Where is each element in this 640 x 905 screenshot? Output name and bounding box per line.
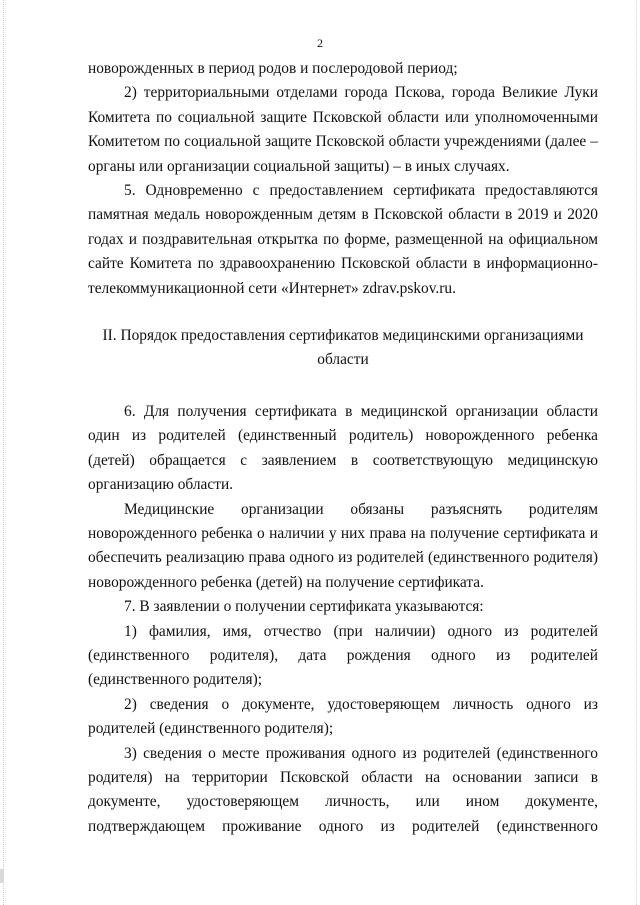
section-heading [88, 324, 598, 373]
section-heading-line-2: области [317, 351, 369, 369]
paragraph-6: 6. Для получения сертификата в медицинской организации области один из родителей (единственный родитель) новорожденного ребенка (детей) обращается с заявлением в соответствующую медицинскую организацию области. [88, 402, 598, 494]
document-body [88, 57, 598, 839]
scan-edge-left [3, 0, 5, 905]
paragraph-obligations: Медицинские организации обязаны разъяснять родителям новорожденного ребенка о наличии у них права на получение сертификата и обеспечить реализацию права одного из родителей (единственного родителя) новорожденного ребенка (детей) на получение сертификата. [88, 500, 598, 591]
scan-edge-right [635, 0, 637, 905]
paragraph-item-2: 2) территориальными отделами города Пскова, города Великие Луки Комитета по социальной защите Псковской области или уполномоченными Комитетом по социальной защите Псковской области учреждениями (далее – органы или организации социальной защиты) – в иных случаях. [88, 84, 598, 175]
scan-mark [0, 869, 4, 883]
section-heading-line-1: II. Порядок предоставления сертификатов медицинскими организациями [102, 327, 584, 345]
paragraph-5: 5. Одновременно с предоставлением сертификата предоставляются памятная медаль новорожденным детям в Псковской области в 2019 и 2020 годах и поздравительная открытка по форме, размещенной на официальном сайте Комитета по здравоохранению Псковской области в информационно-телекоммуникационной сети «Интернет» zdrav.pskov.ru. [88, 182, 598, 297]
paragraph-7: 7. В заявлении о получении сертификата указываются: [124, 598, 484, 616]
page-number: 2 [317, 36, 323, 50]
paragraph-continuation: новорожденных в период родов и послеродовой период; [88, 60, 458, 77]
paragraph-7-item-3: 3) сведения о месте проживания одного из родителей (единственного родителя) на территории Псковской области на основании записи в документе, удостоверяющем личность, или ином документе, подтверждающем проживание одного из родителей (единственного [88, 744, 598, 835]
paragraph-7-item-1: 1) фамилия, имя, отчество (при наличии) одного из родителей (единственного родителя), дата рождения одного из родителей (единственного родителя); [88, 622, 598, 689]
paragraph-7-item-2: 2) сведения о документе, удостоверяющем личность одного из родителей (единственного родителя); [88, 695, 598, 738]
